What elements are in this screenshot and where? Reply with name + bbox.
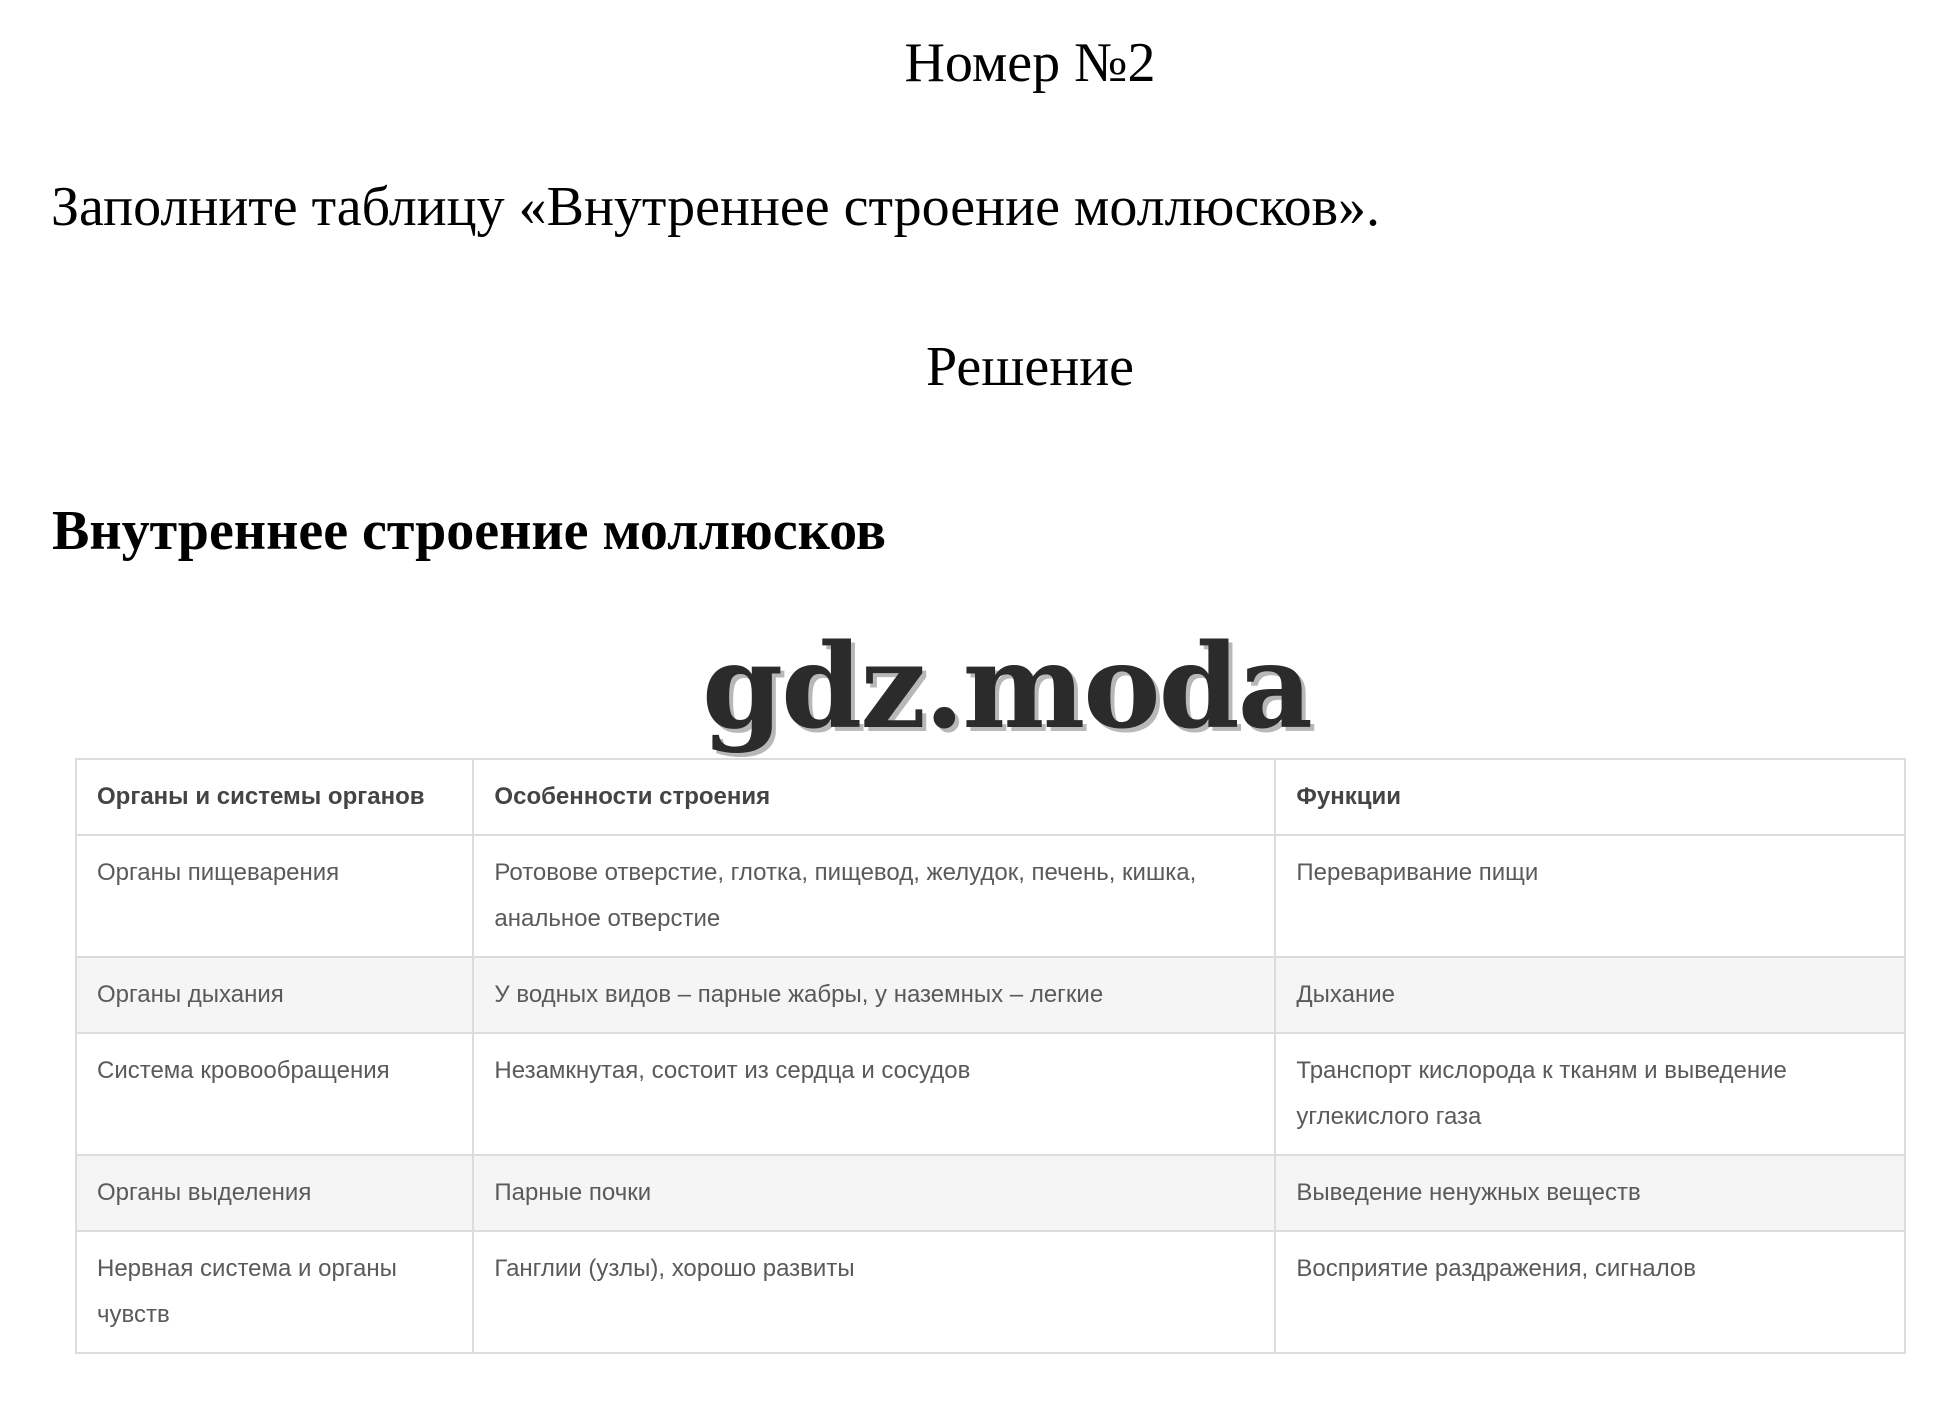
cell-function: Транспорт кислорода к тканям и выведение углекислого газа [1275,1033,1905,1155]
cell-structure: Ротовове отверстие, глотка, пищевод, желудок, печень, кишка, анальное отверстие [473,835,1275,957]
cell-function: Выведение ненужных веществ [1275,1155,1905,1231]
cell-structure: Ганглии (узлы), хорошо развиты [473,1231,1275,1353]
section-heading: Внутреннее строение моллюсков [52,500,887,562]
table-row [76,1231,1905,1353]
task-text: Заполните таблицу «Внутреннее строение моллюсков». [51,176,1381,238]
cell-organ: Органы выделения [76,1155,473,1231]
cell-function: Дыхание [1275,957,1905,1033]
solution-label: Решение [925,336,1135,398]
header-organs: Органы и системы органов [76,759,473,835]
cell-function: Восприятие раздражения, сигналов [1275,1231,1905,1353]
table-row [76,1155,1905,1231]
table-row [76,835,1905,957]
watermark-logo: gdz.moda [702,619,1311,755]
cell-structure: Парные почки [473,1155,1275,1231]
cell-organ: Органы дыхания [76,957,473,1033]
cell-structure: У водных видов – парные жабры, у наземных – легкие [473,957,1275,1033]
cell-structure: Незамкнутая, состоит из сердца и сосудов [473,1033,1275,1155]
table-header-row [76,759,1905,835]
table-row [76,1033,1905,1155]
table-row [76,957,1905,1033]
cell-function: Переваривание пищи [1275,835,1905,957]
mollusk-structure-table [75,758,1906,1354]
page-number: Номер №2 [904,32,1156,94]
cell-organ: Система кровообращения [76,1033,473,1155]
header-structure: Особенности строения [473,759,1275,835]
cell-organ: Органы пищеварения [76,835,473,957]
cell-organ: Нервная система и органы чувств [76,1231,473,1353]
header-functions: Функции [1275,759,1905,835]
